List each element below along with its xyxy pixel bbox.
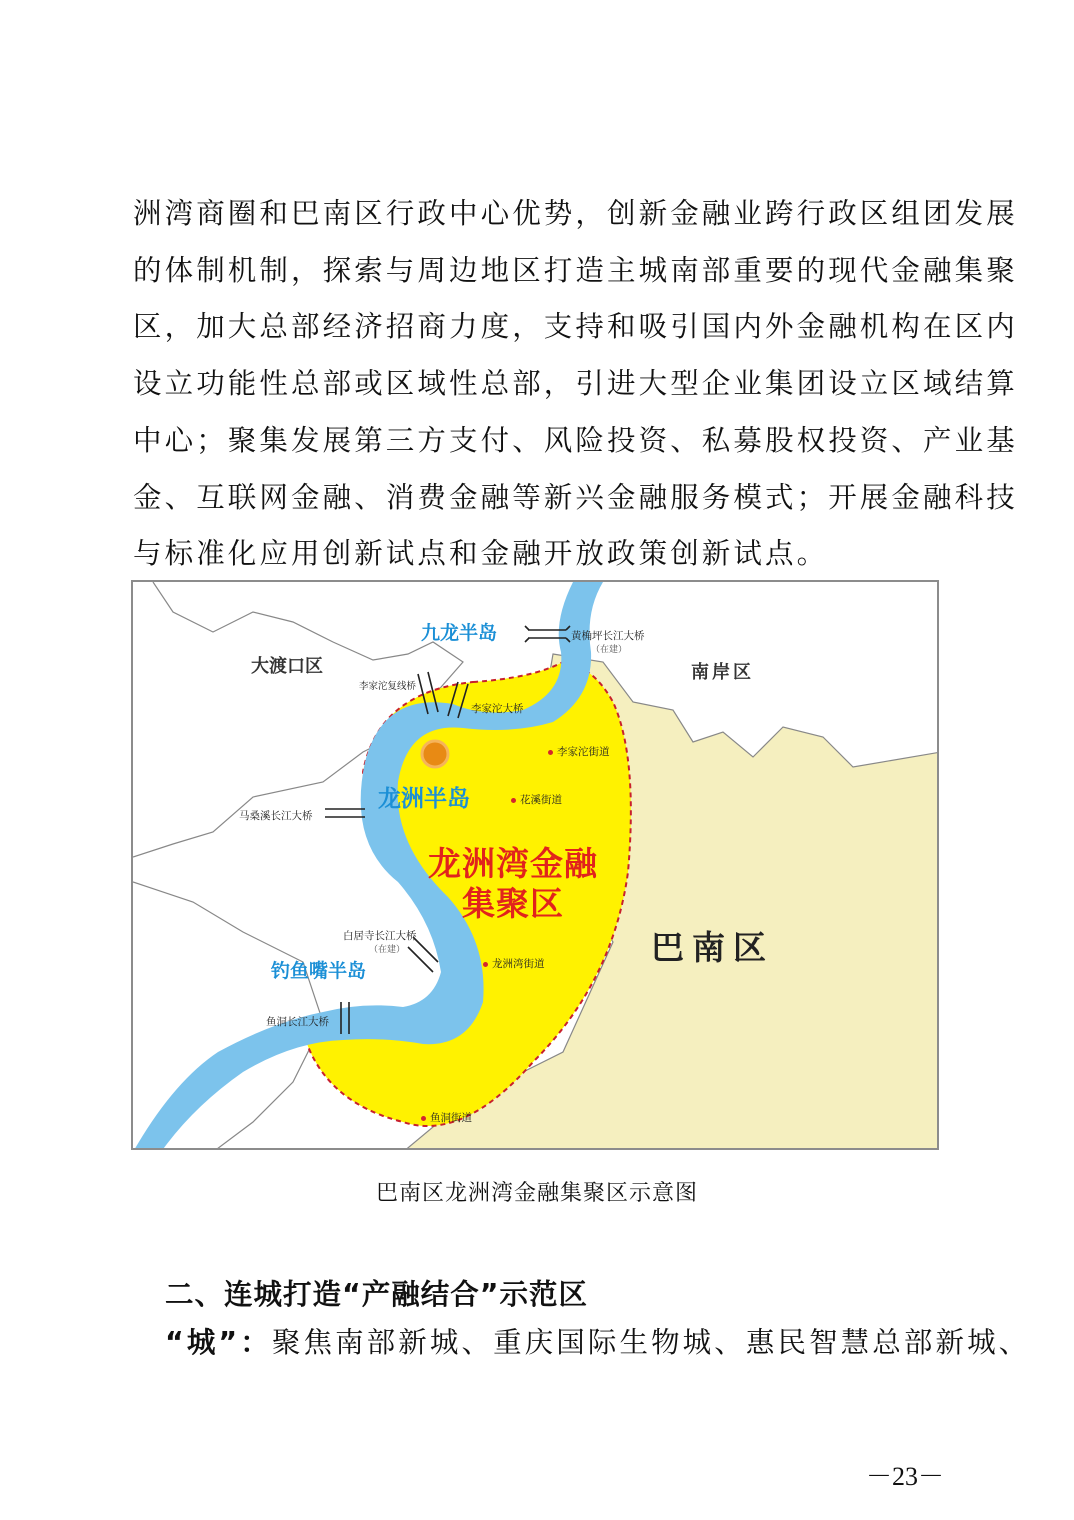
page-number: －23－ bbox=[865, 1462, 944, 1491]
section-heading: 二、连城打造“产融结合”示范区 bbox=[165, 1278, 588, 1311]
label-lijiatuo-fuxian-bridge: 李家沱复线桥 bbox=[359, 681, 417, 692]
label-financial-zone-line2: 集聚区 bbox=[462, 884, 564, 923]
body-line: 金、互联网金融、消费金融等新兴金融服务模式；开展金融科技 bbox=[133, 480, 1018, 514]
label-longzhou-peninsula: 龙洲半岛 bbox=[378, 786, 470, 812]
body-paragraph bbox=[133, 186, 1018, 583]
label-longzhouwan-street bbox=[483, 956, 545, 971]
label-financial-zone bbox=[403, 844, 623, 924]
label-baijusi-bridge: 白居寺长江大桥 bbox=[343, 930, 417, 942]
label-nanan-district: 南岸区 bbox=[691, 662, 754, 683]
label-huaxi-street bbox=[511, 792, 562, 807]
label-lijiatuo-street bbox=[548, 744, 610, 759]
street-dot-icon bbox=[511, 798, 516, 803]
street-dot-icon bbox=[548, 750, 553, 755]
street-dot-icon bbox=[421, 1116, 426, 1121]
last-line-text: 聚焦南部新城、重庆国际生物城、惠民智慧总部新城、 bbox=[271, 1326, 1031, 1359]
label-yudong-bridge: 鱼洞长江大桥 bbox=[266, 1016, 329, 1028]
label-lijiatuo-street-text: 李家沱街道 bbox=[557, 746, 610, 758]
body-line: 区，加大总部经济招商力度，支持和吸引国内外金融机构在区内 bbox=[133, 310, 1018, 344]
label-yudong-street bbox=[421, 1110, 472, 1125]
label-lijiatuo-bridge: 李家沱大桥 bbox=[471, 703, 524, 715]
zone-center-dot bbox=[422, 741, 448, 767]
body-line: 的体制机制，探索与周边地区打造主城南部重要的现代金融集聚 bbox=[133, 253, 1018, 287]
body-line: 设立功能性总部或区域性总部，引进大型企业集团设立区域结算 bbox=[133, 367, 1018, 401]
label-banan-district: 巴南区 bbox=[651, 928, 774, 967]
label-financial-zone-line1: 龙洲湾金融 bbox=[428, 844, 598, 883]
body-line: 洲湾商圈和巴南区行政中心优势，创新金融业跨行政区组团发展 bbox=[133, 197, 1018, 230]
body-last-line bbox=[165, 1320, 1030, 1361]
label-huangjueping-bridge: 黄桷坪长江大桥 bbox=[571, 630, 645, 642]
label-masangxi-bridge: 马桑溪长江大桥 bbox=[239, 810, 313, 822]
figure-caption: 巴南区龙洲湾金融集聚区示意图 bbox=[375, 1181, 698, 1206]
body-line: 中心；聚集发展第三方支付、风险投资、私募股权投资、产业基 bbox=[133, 423, 1018, 457]
label-jiulong-peninsula: 九龙半岛 bbox=[421, 622, 498, 644]
map-figure bbox=[131, 580, 939, 1150]
label-baijusi-note: （在建） bbox=[369, 945, 406, 955]
body-line: 与标准化应用创新试点和金融开放政策创新试点。 bbox=[133, 537, 829, 571]
label-huaxi-street-text: 花溪街道 bbox=[520, 794, 562, 806]
label-huangjueping-note: （在建） bbox=[591, 645, 628, 655]
label-yudong-street-text: 鱼洞街道 bbox=[430, 1112, 472, 1124]
label-diaoyuzui-peninsula: 钓鱼嘴半岛 bbox=[271, 960, 367, 982]
street-dot-icon bbox=[483, 962, 488, 967]
label-dadukou-district: 大渡口区 bbox=[251, 656, 323, 677]
label-longzhouwan-street-text: 龙洲湾街道 bbox=[492, 958, 545, 970]
last-line-lead: “城”： bbox=[165, 1326, 272, 1359]
